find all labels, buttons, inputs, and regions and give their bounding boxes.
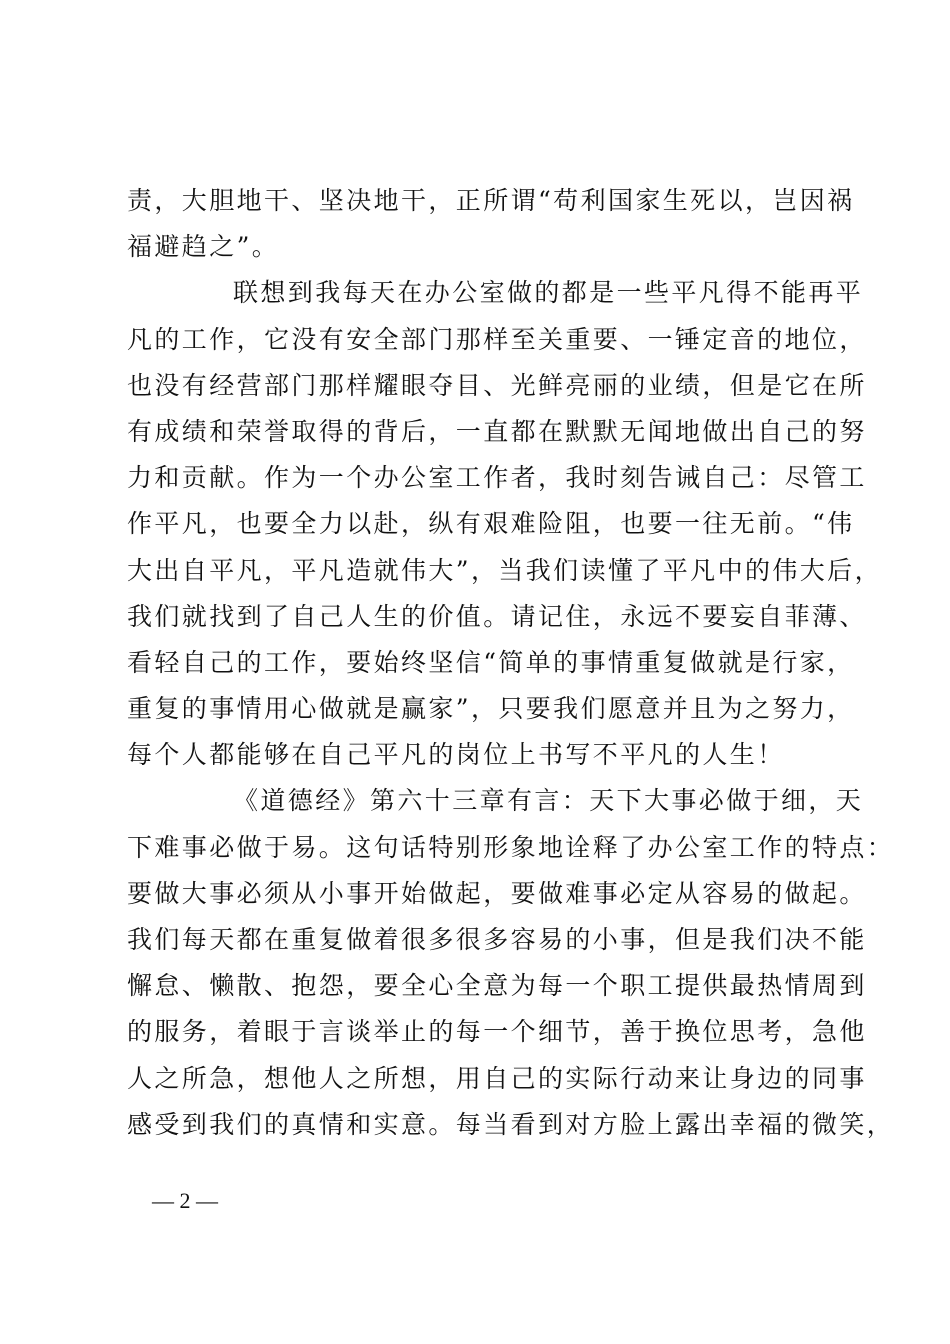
text-line: 看轻自己的工作，要始终坚信“简单的事情重复做就是行家， [127,647,855,677]
text-line: 有成绩和荣誉取得的背后，一直都在默默无闻地做出自己的努 [127,416,867,446]
text-line: 要做大事必须从小事开始做起，要做难事必定从容易的做起。 [127,878,867,908]
text-line: 我们就找到了自己人生的价值。请记住，永远不要妄自菲薄、 [127,601,867,631]
text-line: 人之所急，想他人之所想，用自己的实际行动来让身边的同事 [127,1063,867,1093]
text-line: 我们每天都在重复做着很多很多容易的小事，但是我们决不能 [127,925,867,954]
text-line: 凡的工作，它没有安全部门那样至关重要、一锤定音的地位， [127,324,867,354]
paragraph-tao-te-ching [127,778,895,1148]
text-line: 责，大胆地干、坚决地干，正所谓“苟利国家生死以，岂因祸 [127,186,855,215]
page-number: — 2 — [152,1188,218,1213]
text-line: 福避趋之”。 [127,232,280,262]
text-line: 作平凡，也要全力以赴，纵有艰难险阻，也要一往无前。“伟 [127,509,855,539]
text-line: 懈怠、懒散、抱怨，要全心全意为每一个职工提供最热情周到 [127,971,867,1001]
text-line: 《道德经》第六十三章有言：天下大事必做于细，天 [233,786,864,816]
text-line: 感受到我们的真情和实意。每当看到对方脸上露出幸福的微笑， [127,1109,895,1139]
paragraph-office-work [127,270,882,778]
text-line: 的服务，着眼于言谈举止的每一个细节，善于换位思考，急他 [127,1017,867,1047]
text-line: 也没有经营部门那样耀眼夺目、光鲜亮丽的业绩，但是它在所 [127,370,867,400]
document-body [127,178,895,1148]
paragraph-continuation [127,178,855,270]
text-line: 重复的事情用心做就是赢家”，只要我们愿意并且为之努力， [127,694,855,724]
text-line: 大出自平凡，平凡造就伟大”，当我们读懂了平凡中的伟大后， [127,555,882,585]
text-line: 力和贡献。作为一个办公室工作者，我时刻告诫自己：尽管工 [127,463,867,493]
text-line: 联想到我每天在办公室做的都是一些平凡得不能再平 [233,278,864,308]
text-line: 每个人都能够在自己平凡的岗位上书写不平凡的人生！ [127,740,785,770]
text-line: 下难事必做于易。这句话特别形象地诠释了办公室工作的特点： [127,832,895,862]
